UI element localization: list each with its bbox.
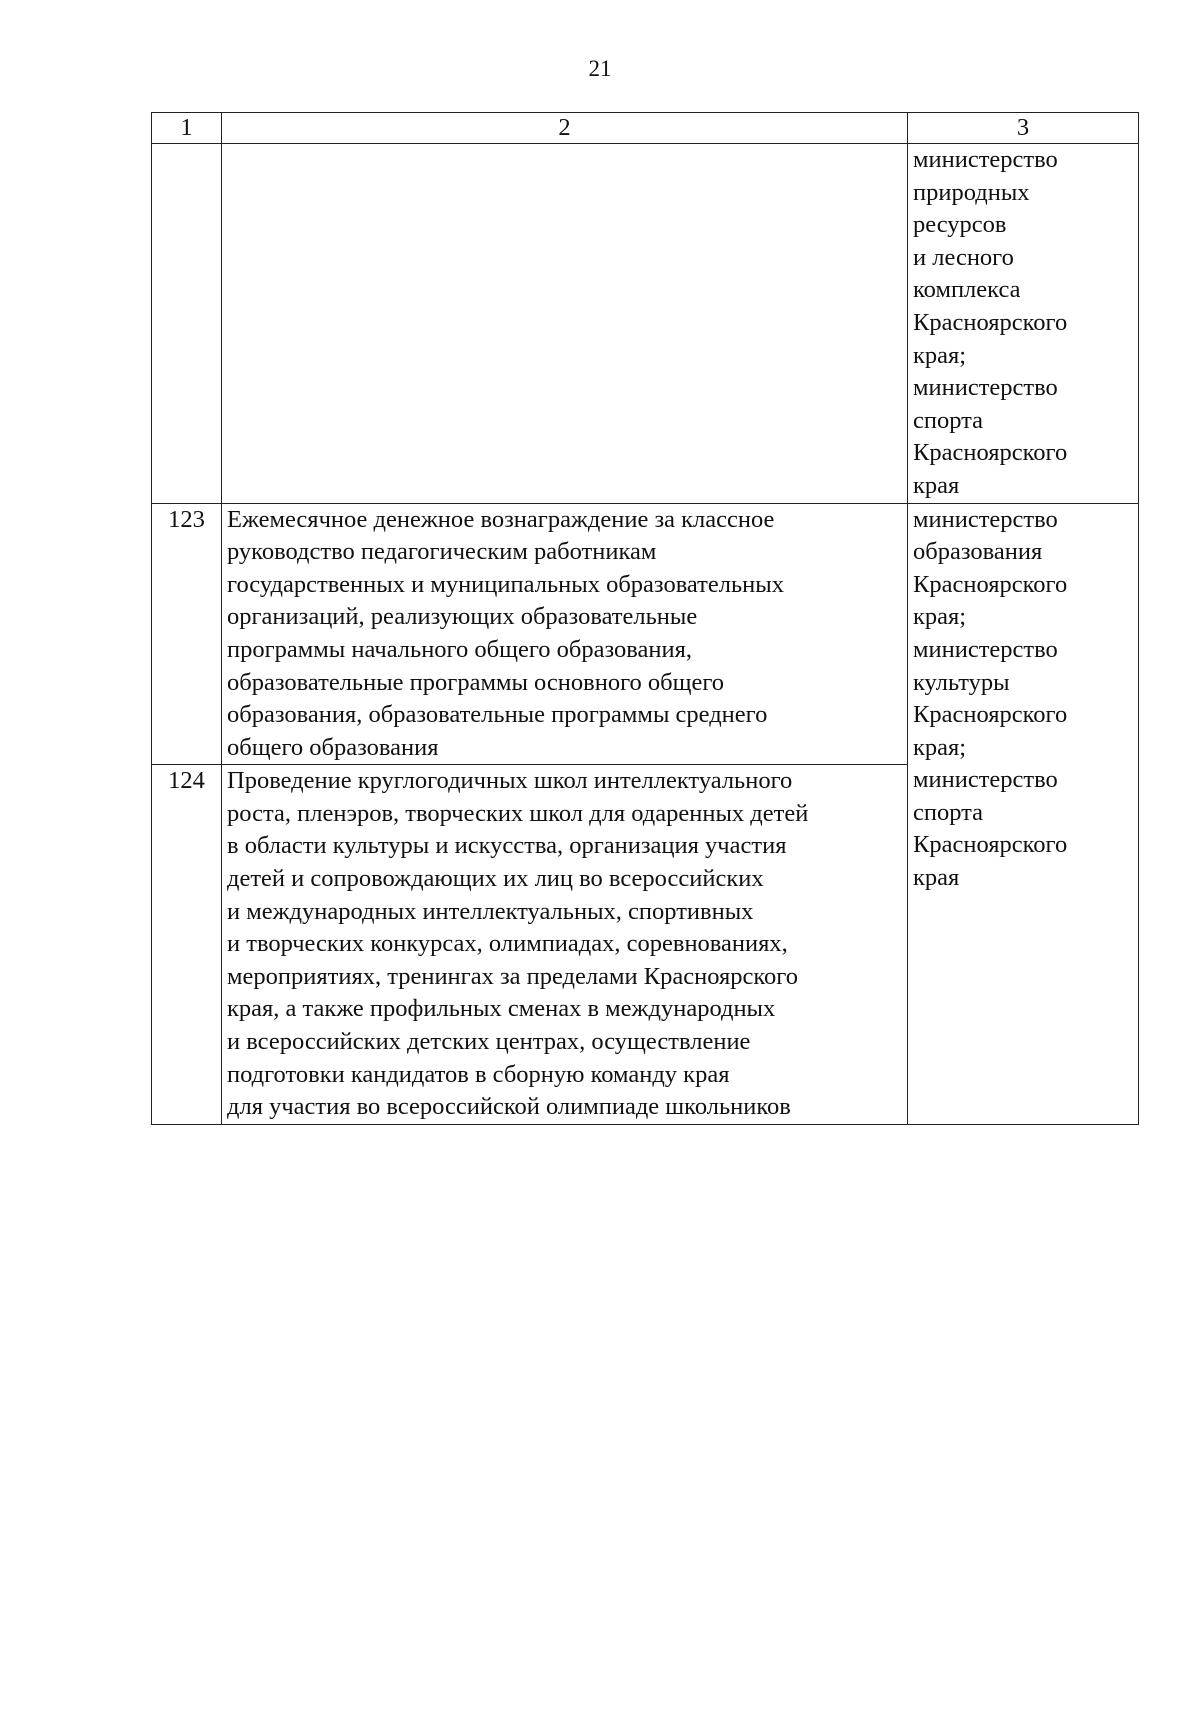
continuation-agency-cell [908,144,1139,504]
header-cell-2: 2 [222,113,908,144]
text-line: для участия во всероссийской олимпиаде школьников [227,1093,791,1121]
agency-line: Красноярского [913,439,1068,467]
agency-line: ресурсов [913,211,1007,239]
text-line: образовательные программы основного общего [227,668,725,696]
agency-line: министерство [913,146,1058,173]
header-cell-3: 3 [908,113,1139,144]
text-line: и всероссийских детских центрах, осуществление [227,1028,751,1056]
text-line: мероприятиях, тренингах за пределами Красноярского [227,962,798,990]
agency-line: и лесного [913,243,1014,271]
page-number: 21 [588,56,612,81]
text-line: роста, пленэров, творческих школ для одаренных детей [227,799,809,827]
text-line: и творческих конкурсах, олимпиадах, соревнованиях, [227,930,788,958]
agency-line: спорта [913,798,984,826]
agency-line: края; [913,733,967,761]
continuation-num-cell [152,144,222,504]
agency-line: края; [913,341,967,369]
text-line: края, а также профильных сменах в международных [227,995,776,1023]
table-header-row [152,113,1139,144]
text-line: и международных интеллектуальных, спортивных [227,897,754,925]
agency-line: образования [913,538,1043,566]
agency-line: комплекса [913,276,1021,304]
row-text-cell [222,765,908,1125]
agency-line: края [913,471,960,499]
shared-agency-cell [908,503,1139,1124]
row-number-cell: 123 [152,503,222,765]
text-line: Проведение круглогодичных школ интеллектуального [227,767,793,795]
text-line: Ежемесячное денежное вознаграждение за классное [227,505,775,533]
agency-line: края [913,864,960,892]
agency-line: культуры [913,668,1010,696]
text-line: программы начального общего образования, [227,635,692,663]
agency-line: министерство [913,766,1058,794]
text-line: государственных и муниципальных образовательных [227,570,784,598]
table-row-continuation [152,144,1139,504]
agency-line: природных [913,178,1030,206]
agency-line: спорта [913,406,984,434]
agency-line: Красноярского [913,701,1068,729]
agency-line: министерство [913,374,1058,402]
document-table [151,112,1139,1125]
text-line: подготовки кандидатов в сборную команду края [227,1060,730,1088]
text-line: образования, образовательные программы среднего [227,701,768,729]
text-line: руководство педагогическим работникам [227,538,657,566]
header-cell-1: 1 [152,113,222,144]
text-line: общего образования [227,733,439,761]
continuation-text-cell [222,144,908,504]
text-line: в области культуры и искусства, организация участия [227,832,787,860]
row-text-cell [222,503,908,765]
text-line: детей и сопровождающих их лиц во всероссийских [227,865,764,893]
agency-line: Красноярского [913,570,1068,598]
agency-line: Красноярского [913,831,1068,859]
table-row-123 [152,503,1139,765]
row-number-cell: 124 [152,765,222,1125]
agency-line: министерство [913,505,1058,533]
agency-line: края; [913,603,967,631]
agency-line: министерство [913,635,1058,663]
text-line: организаций, реализующих образовательные [227,603,698,631]
agency-line: Красноярского [913,308,1068,336]
